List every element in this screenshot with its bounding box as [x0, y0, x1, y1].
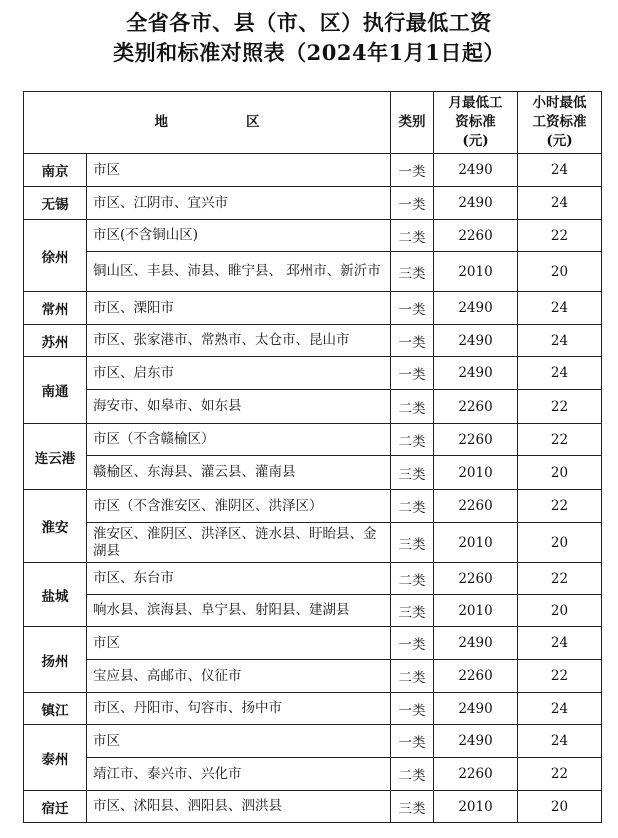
table-row	[24, 563, 602, 595]
monthly-wage-cell: 2490	[434, 627, 518, 660]
monthly-wage-cell: 2490	[434, 693, 518, 725]
monthly-wage-cell: 2260	[434, 220, 518, 252]
header-monthly	[434, 92, 518, 154]
table-row	[24, 627, 602, 660]
area-cell: 市区、张家港市、常熟市、太仓市、昆山市	[87, 325, 391, 357]
category-cell: 二类	[391, 424, 434, 456]
monthly-wage-cell: 2490	[434, 357, 518, 390]
category-cell: 三类	[391, 523, 434, 563]
hourly-wage-cell: 20	[518, 595, 602, 627]
hourly-wage-cell: 22	[518, 563, 602, 595]
table-row	[24, 725, 602, 758]
hourly-wage-cell: 22	[518, 390, 602, 424]
category-cell: 二类	[391, 220, 434, 252]
area-cell: 赣榆区、东海县、灌云县、灌南县	[87, 456, 391, 490]
header-category: 类别	[391, 92, 434, 154]
area-cell: 市区、东台市	[87, 563, 391, 595]
area-cell: 市区	[87, 725, 391, 758]
monthly-wage-cell: 2010	[434, 456, 518, 490]
category-cell: 一类	[391, 627, 434, 660]
table-row	[24, 357, 602, 390]
monthly-wage-cell: 2260	[434, 660, 518, 693]
city-name: 无锡	[24, 187, 87, 220]
category-cell: 二类	[391, 758, 434, 791]
table-row	[24, 154, 602, 187]
hourly-wage-cell: 20	[518, 523, 602, 563]
category-cell: 一类	[391, 325, 434, 357]
hourly-wage-cell: 20	[518, 456, 602, 490]
area-cell: 响水县、滨海县、阜宁县、射阳县、建湖县	[87, 595, 391, 627]
city-name: 镇江	[24, 693, 87, 725]
hourly-wage-cell: 24	[518, 693, 602, 725]
monthly-wage-cell: 2260	[434, 563, 518, 595]
table-row	[24, 791, 602, 823]
category-cell: 三类	[391, 252, 434, 292]
monthly-wage-cell: 2010	[434, 595, 518, 627]
table-row	[24, 456, 602, 490]
category-cell: 一类	[391, 725, 434, 758]
hourly-wage-cell: 24	[518, 154, 602, 187]
area-cell: 淮安区、淮阴区、洪泽区、涟水县、盱眙县、金湖县	[87, 523, 391, 563]
area-cell: 靖江市、泰兴市、兴化市	[87, 758, 391, 791]
table-row	[24, 758, 602, 791]
table-row	[24, 187, 602, 220]
monthly-wage-cell: 2490	[434, 187, 518, 220]
category-cell: 二类	[391, 490, 434, 523]
monthly-wage-cell: 2010	[434, 523, 518, 563]
table-row	[24, 595, 602, 627]
document-title	[0, 8, 618, 68]
category-cell: 一类	[391, 154, 434, 187]
hourly-wage-cell: 24	[518, 357, 602, 390]
monthly-wage-cell: 2260	[434, 390, 518, 424]
title-line-2: 类别和标准对照表（2024年1月1日起）	[113, 40, 505, 65]
area-cell: 市区、丹阳市、句容市、扬中市	[87, 693, 391, 725]
city-name: 宿迁	[24, 791, 87, 823]
header-hourly-line-1: 小时最低	[532, 95, 587, 111]
header-hourly-line-3: (元)	[546, 133, 573, 149]
category-cell: 二类	[391, 660, 434, 693]
category-cell: 一类	[391, 693, 434, 725]
monthly-wage-cell: 2010	[434, 791, 518, 823]
city-name: 扬州	[24, 627, 87, 693]
monthly-wage-cell: 2260	[434, 490, 518, 523]
city-name: 徐州	[24, 220, 87, 292]
hourly-wage-cell: 24	[518, 325, 602, 357]
area-cell: 市区、启东市	[87, 357, 391, 390]
header-hourly	[518, 92, 602, 154]
table-row	[24, 390, 602, 424]
table-row	[24, 252, 602, 292]
table-row	[24, 220, 602, 252]
category-cell: 三类	[391, 791, 434, 823]
category-cell: 一类	[391, 187, 434, 220]
hourly-wage-cell: 22	[518, 424, 602, 456]
area-cell: 海安市、如皋市、如东县	[87, 390, 391, 424]
city-name: 常州	[24, 292, 87, 325]
city-name: 连云港	[24, 424, 87, 490]
table-row	[24, 292, 602, 325]
area-cell: 市区、溧阳市	[87, 292, 391, 325]
header-monthly-line-2: 资标准	[455, 114, 496, 130]
table-header-row	[24, 92, 602, 154]
header-region-char-1: 地	[154, 114, 168, 130]
category-cell: 二类	[391, 390, 434, 424]
city-name: 苏州	[24, 325, 87, 357]
monthly-wage-cell: 2010	[434, 252, 518, 292]
area-cell: 市区	[87, 627, 391, 660]
hourly-wage-cell: 24	[518, 187, 602, 220]
table-row	[24, 424, 602, 456]
table-row	[24, 325, 602, 357]
city-name: 南通	[24, 357, 87, 424]
table-row	[24, 490, 602, 523]
area-cell: 铜山区、丰县、沛县、睢宁县、 邳州市、新沂市	[87, 252, 391, 292]
area-cell: 宝应县、高邮市、仪征市	[87, 660, 391, 693]
area-cell: 市区	[87, 154, 391, 187]
header-hourly-line-2: 工资标准	[532, 114, 587, 130]
hourly-wage-cell: 24	[518, 292, 602, 325]
monthly-wage-cell: 2490	[434, 725, 518, 758]
monthly-wage-cell: 2490	[434, 325, 518, 357]
category-cell: 二类	[391, 563, 434, 595]
hourly-wage-cell: 20	[518, 791, 602, 823]
hourly-wage-cell: 22	[518, 220, 602, 252]
area-cell: 市区（不含淮安区、淮阴区、洪泽区）	[87, 490, 391, 523]
category-cell: 三类	[391, 595, 434, 627]
city-name: 淮安	[24, 490, 87, 563]
table-row	[24, 523, 602, 563]
monthly-wage-cell: 2490	[434, 292, 518, 325]
hourly-wage-cell: 24	[518, 725, 602, 758]
city-name: 南京	[24, 154, 87, 187]
area-cell: 市区(不含铜山区)	[87, 220, 391, 252]
table-row	[24, 660, 602, 693]
hourly-wage-cell: 22	[518, 758, 602, 791]
hourly-wage-cell: 22	[518, 490, 602, 523]
city-name: 盐城	[24, 563, 87, 627]
minimum-wage-table	[23, 91, 602, 823]
category-cell: 三类	[391, 456, 434, 490]
area-cell: 市区、江阴市、宜兴市	[87, 187, 391, 220]
city-name: 泰州	[24, 725, 87, 791]
hourly-wage-cell: 22	[518, 660, 602, 693]
header-region	[24, 92, 391, 154]
hourly-wage-cell: 24	[518, 627, 602, 660]
monthly-wage-cell: 2260	[434, 758, 518, 791]
table-row	[24, 693, 602, 725]
header-region-char-2: 区	[246, 114, 260, 130]
table-body	[24, 154, 602, 823]
header-monthly-line-3: (元)	[462, 133, 489, 149]
category-cell: 一类	[391, 357, 434, 390]
monthly-wage-cell: 2490	[434, 154, 518, 187]
monthly-wage-cell: 2260	[434, 424, 518, 456]
area-cell: 市区、沭阳县、泗阳县、泗洪县	[87, 791, 391, 823]
header-monthly-line-1: 月最低工	[448, 95, 503, 111]
area-cell: 市区（不含赣榆区）	[87, 424, 391, 456]
category-cell: 一类	[391, 292, 434, 325]
hourly-wage-cell: 20	[518, 252, 602, 292]
title-line-1: 全省各市、县（市、区）执行最低工资	[126, 10, 492, 35]
